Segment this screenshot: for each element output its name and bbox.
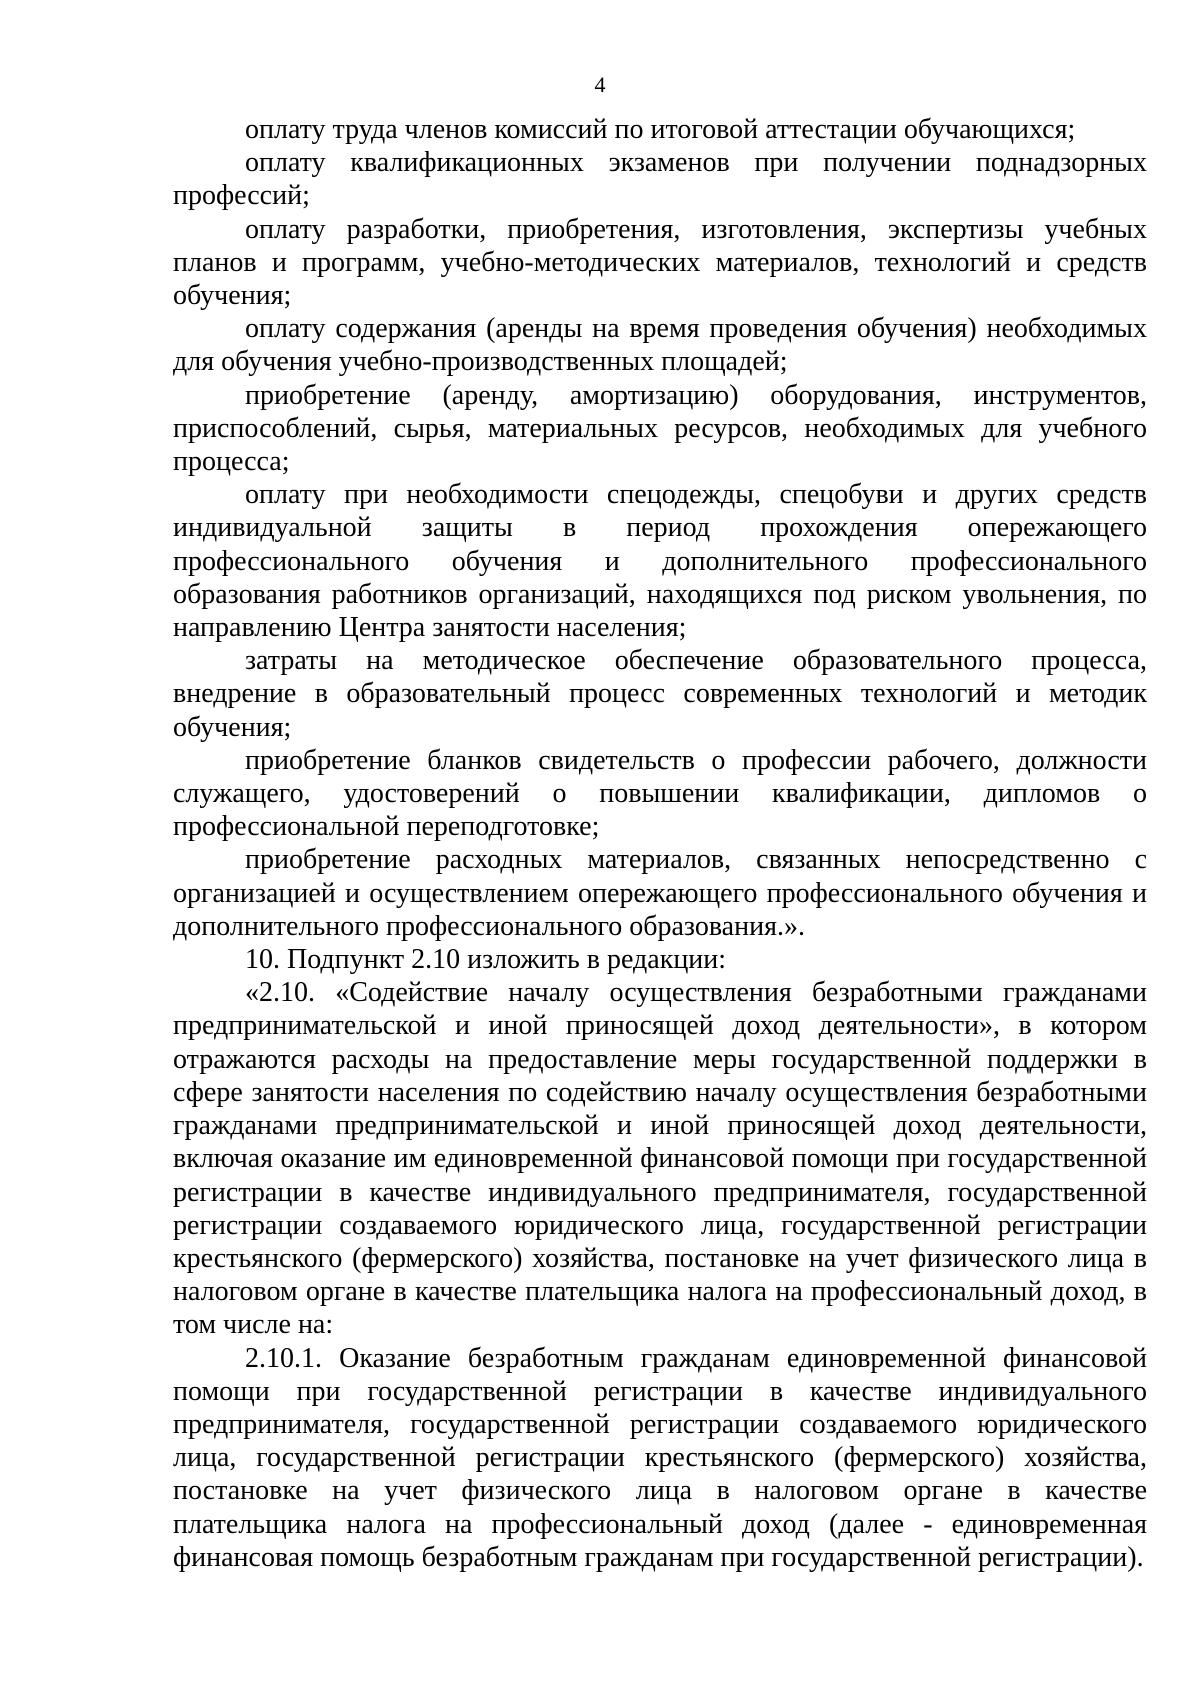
paragraph-curriculum-development: оплату разработки, приобретения, изготовления, экспертизы учебных планов и программ, учебно-методических материалов, технологий и средств обучения; (173, 213, 1147, 312)
document-body (173, 113, 1147, 1574)
paragraph-protective-clothing: оплату при необходимости спецодежды, спецобуви и других средств индивидуальной защиты в период прохождения опережающего профессионального обучения и дополнительного профессионального образования работников организаций, находящихся под риском увольнения, по направлению Центра занятости населения; (173, 479, 1147, 644)
paragraph-subclause-heading: 10. Подпункт 2.10 изложить в редакции: (245, 944, 727, 976)
paragraph-methodological-support: затраты на методическое обеспечение образовательного процесса, внедрение в образовательный процесс современных технологий и методик обучения; (173, 645, 1147, 743)
paragraph-clause-2-10-1: 2.10.1. Оказание безработным гражданам единовременной финансовой помощи при государственной регистрации в качестве индивидуального предпринимателя, государственной регистрации создаваемого юридического лица, государственной регистрации крестьянского (фермерского) хозяйства, постановке на учет физического лица в налоговом органе в качестве плательщика налога на профессиональный доход (далее - единовременная финансовая помощь безработным гражданам при государственной регистрации). (173, 1342, 1147, 1573)
paragraph-premises-maintenance: оплату содержания (аренды на время проведения обучения) необходимых для обучения учебно-производственных площадей; (173, 313, 1147, 378)
paragraph-qualification-exams: оплату квалификационных экзаменов при получении поднадзорных профессий; (173, 147, 1147, 212)
page-number: 4 (594, 72, 606, 97)
paragraph-consumables: приобретение расходных материалов, связанных непосредственно с организацией и осуществлением опережающего профессионального обучения и дополнительного профессионального образования.». (173, 844, 1147, 942)
paragraph-equipment-acquisition: приобретение (аренду, амортизацию) оборудования, инструментов, приспособлений, сырья, материальных ресурсов, необходимых для учебного процесса; (173, 379, 1147, 478)
paragraph-clause-2-10: «2.10. «Содействие началу осуществления безработными гражданами предпринимательской и иной приносящей доход деятельности», в котором отражаются расходы на предоставление меры государственной поддержки в сфере занятости населения по содействию началу осуществления безработными гражданами предпринимательской и иной приносящей доход деятельности, включая оказание им единовременной финансовой помощи при государственной регистрации в качестве индивидуального предпринимателя, государственной регистрации создаваемого юридического лица, государственной регистрации крестьянского (фермерского) хозяйства, постановке на учет физического лица в налоговом органе в качестве плательщика налога на профессиональный доход, в том числе на: (173, 977, 1147, 1341)
paragraph-exam-commission-pay: оплату труда членов комиссий по итоговой аттестации обучающихся; (245, 114, 1076, 145)
paragraph-certificate-blanks: приобретение бланков свидетельств о профессии рабочего, должности служащего, удостоверений о повышении квалификации, дипломов о профессиональной переподготовке; (173, 744, 1147, 843)
